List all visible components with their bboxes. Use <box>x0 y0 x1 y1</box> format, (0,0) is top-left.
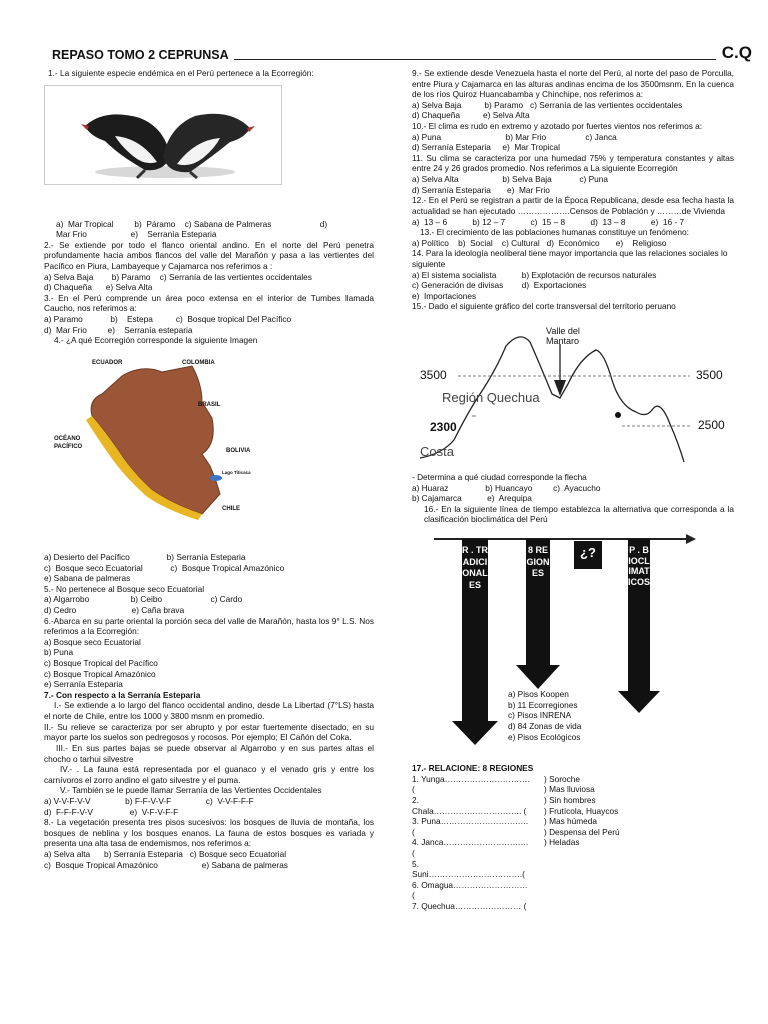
q16-option-b: b) 11 Ecorregiones <box>508 699 578 710</box>
map-label-ecuador: ECUADOR <box>92 359 123 366</box>
q17-left-4: 4. Janca……………………….… ( <box>412 837 529 858</box>
header <box>52 44 752 64</box>
q6-option-c: c) Bosque Tropical del Pacífico <box>44 658 158 669</box>
q8-options-1: a) Selva alta b) Serranía Esteparia c) Bosque seco Ecuatorial <box>44 848 287 859</box>
q3-options-1: a) Paramo b) Estepa c) Bosque tropical Del Pacífico <box>44 314 292 325</box>
q7-statement-ii: II.- Su relieve se caracteriza por ser abrupto y por estar fuertemente disectado, en su mayor parte los suelos son pedregosos y rocosos. Por ejemplo; El Cañón del Coka. <box>44 721 374 743</box>
question-box: ¿? <box>580 545 596 561</box>
q17-right-list <box>534 774 620 912</box>
map-label-pacifico: PACÍFICO <box>54 443 83 450</box>
q17-matching <box>412 774 734 912</box>
q16-option-a: a) Pisos Koopen <box>508 689 569 700</box>
right-column <box>412 68 734 912</box>
penguin-illustration <box>45 86 281 184</box>
q17-left-5: 5. Suni…………………………….( <box>412 858 525 880</box>
q17-left-6: 6. Omagua……………………… ( <box>412 879 528 901</box>
name-line <box>234 59 716 60</box>
q17-right-7: ) Heladas <box>544 837 580 848</box>
arrow-8-regiones-text: 8 REGIONES <box>526 545 550 579</box>
q3-text: 3.- En el Perú comprende un área poco extensa en el interior de Tumbes llamada Caucho, nos referimos a: <box>44 292 374 314</box>
q17-left-list <box>412 774 530 912</box>
q7-text: 7.- Con respecto a la Serranía Esteparia <box>44 689 201 700</box>
q17-title: 17.- RELACIONE: 8 REGIONES <box>412 763 534 774</box>
q16-option-c: c) Pisos INRENA <box>508 710 572 721</box>
q2-options-2: d) Chaqueña e) Selva Alta <box>44 282 153 293</box>
q16-option-d: d) 84 Zonas de vida <box>508 720 582 731</box>
q17-left-2: 2. Chala………………………….. ( <box>412 794 527 816</box>
q3-options-2: d) Mar Frio e) Serranía esteparia <box>44 324 193 335</box>
q1-options-1: a) Mar Tropical b) Páramo c) Sabana de Palmeras d) <box>56 218 328 229</box>
q2-text: 2.- Se extiende por todo el flanco oriental andino. En el norte del Perú penetra profundamente hacia ambos flancos del valle del Marañón y pasa a las vertientes del Pacífico en Piura, Lambayeque y Cajamarca nos referimos a : <box>44 239 374 272</box>
q17-right-2: ) Mas lluviosa <box>544 784 595 795</box>
q9-text: 9.- Se extiende desde Venezuela hasta el norte del Perú, al norte del paso de Porculla, entre Piura y Cajamarca en las alturas andinas encima de los 3500msnm. En la cuenca de los ríos Quiroz Huancabamba y Chinchipe, nos referimos a: <box>412 68 734 100</box>
q6-option-a: a) Bosque seco Ecuatorial <box>44 636 141 647</box>
q14-options-2: c) Generación de divisas d) Exportaciones <box>412 280 587 291</box>
peru-map <box>52 354 292 532</box>
height-2500: 2500 <box>698 418 725 433</box>
map-label-colombia: COLOMBIA <box>182 359 215 366</box>
q7-statement-iv: IV.- . La fauna está representada por el guanaco y el venado gris y entre los carnívoros el zorro andino el gato silvestre y el puma. <box>44 764 374 785</box>
q17-right-5: ) Mas húmeda <box>544 816 598 827</box>
q12-text: 12.- En el Perú se registran a partir de la Época Republicana, desde esa fecha hasta la actualidad se han ejecutado ……………….Censos de Población y ………de Vivienda <box>412 195 734 216</box>
q16-option-e: e) Pisos Ecológicos <box>508 731 581 742</box>
map-label-brasil: BRASIL <box>198 401 221 408</box>
q7-options-2: d) F-F-F-V-V e) V-F-V-F-F <box>44 806 179 817</box>
q2-options-1: a) Selva Baja b) Paramo c) Serranía de las vertientes occidentales <box>44 271 312 282</box>
q8-options-2: c) Bosque Tropical Amazónico e) Sabana de palmeras <box>44 859 288 870</box>
q5-options-2: d) Cedro e) Caña brava <box>44 604 185 615</box>
q11-options-2: d) Serranía Esteparia e) Mar Frio <box>412 184 550 195</box>
q13-options: a) Político b) Social c) Cultural d) Económico e) Religioso <box>412 237 667 248</box>
q11-options-1: a) Selva Alta b) Selva Baja c) Puna <box>412 174 608 185</box>
q11-text: 11. Su clima se caracteriza por una humedad 75% y temperatura constantes y altas entre 24 y 26 grados promedio. Nos referimos a La siguiente Ecorregión <box>412 152 734 174</box>
q16-options <box>508 689 581 742</box>
height-3500-right: 3500 <box>696 368 723 383</box>
q1-options-2: Mar Frio e) Serranía Esteparia <box>56 229 217 240</box>
map-label-oceano: OCÉANO <box>54 435 81 442</box>
map-label-bolivia: BOLIVIA <box>226 447 251 454</box>
q15-text: 15.- Dado el siguiente gráfico del corte transversal del territorio peruano <box>412 301 676 312</box>
q13-text: 13.- El crecimiento de las poblaciones humanas constituye un fenómeno: <box>420 227 689 238</box>
q5-text: 5.- No pertenece al Bosque seco Ecuatorial <box>44 583 205 594</box>
left-column <box>44 68 374 870</box>
q17-right-1: ) Soroche <box>544 773 580 784</box>
arrow-tradicionales-text: R . TRADICIONALES <box>462 545 488 590</box>
q14-text: 14. Para la ideología neoliberal tiene mayor importancia que las relaciones sociales lo siguiente <box>412 248 728 269</box>
arrow-bioclimaticos-text: P . BIOCLIMATICOS <box>628 545 651 587</box>
region-quechua-label: Región Quechua <box>442 390 540 406</box>
q6-option-b: b) Puna <box>44 647 74 658</box>
q17-left-1: 1. Yunga………………………….( <box>412 773 530 795</box>
q17-right-3: ) Sin hombres <box>544 794 596 805</box>
q10-options-1: a) Puna b) Mar Frio c) Janca <box>412 131 617 142</box>
penguin-image <box>44 85 282 185</box>
q15-question: - Determina a qué ciudad corresponde la flecha <box>412 472 587 483</box>
q12-options: a) 13 – 6 b) 12 – 7 c) 15 – 8 d) 13 – 8 e) 16 - 7 <box>412 216 685 227</box>
q6-option-e: e) Serranía Esteparia <box>44 679 123 690</box>
q16-text: 16.- En la siguiente línea de tiempo establezca la alternativa que corresponda a la clasificación bioclimática del Perú <box>424 503 734 525</box>
page-title: REPASO TOMO 2 CEPRUNSA <box>52 48 229 62</box>
q10-options-2: d) Serranía Esteparia e) Mar Tropical <box>412 142 561 153</box>
q10-text: 10.- El clima es rudo en extremo y azotado por fuertes vientos nos referimos a: <box>412 121 703 132</box>
q7-statement-i: I.- Se extiende a lo largo del flanco occidental andino, desde La Libertad (7°LS) hasta el norte de Chile, entre los 1000 y 3800 msnm en promedio. <box>44 700 374 722</box>
q4-options-3: e) Sabana de palmeras <box>44 573 131 584</box>
q1-text: 1.- La siguiente especie endémica en el Perú pertenece a la Ecorregión: <box>48 68 314 78</box>
q7-options-1: a) V-V-F-V-V b) F-F-V-V-F c) V-V-F-F-F <box>44 795 254 806</box>
q8-text: 8.- La vegetación presenta tres pisos sucesivos: los bosques de lluvia de montaña, los bosques de neblina y los bosques enanos. La fauna de estos bosques es variada y presenta una alta tasa de endemismos, nos referimos a: <box>44 817 374 849</box>
q7-statement-iii: III.- En sus partes bajas se puede observar al Algarrobo y en sus partes altas el chocho o tarhui silvestre <box>44 742 374 764</box>
map-label-chile: CHILE <box>222 505 240 512</box>
valle-label-2: Mantaro <box>546 336 580 347</box>
costa-label: Costa <box>420 444 454 460</box>
q6-text: 6.-Abarca en su parte oriental la porción seca del valle de Marañón, hasta los 9° L.S. Nos referimos a la Ecorregión: <box>44 615 374 637</box>
height-2300: 2300 <box>430 420 457 435</box>
q17-right-6: ) Despensa del Perú <box>544 826 620 837</box>
q15-options-1: a) Huaraz b) Huancayo c) Ayacucho <box>412 482 601 493</box>
q17-right-4: ) Frutícola, Huaycos <box>544 805 619 816</box>
cq-label: C.Q <box>721 43 752 62</box>
valle-label-1: Valle del <box>546 326 580 337</box>
profile-diagram <box>412 322 734 468</box>
q4-text: 4.- ¿A qué Ecorregión corresponde la siguiente Imagen <box>54 335 258 346</box>
q15-options-2: b) Cajamarca e) Arequipa <box>412 493 532 504</box>
q4-options-2: c) Bosque seco Ecuatorial c) Bosque Tropical Amazónico <box>44 562 285 573</box>
timeline-diagram <box>412 533 734 751</box>
q9-options-1: a) Selva Baja b) Paramo c) Serranía de las vertientes occidentales <box>412 99 683 110</box>
height-3500-left: 3500 <box>420 368 447 383</box>
q4-options-1: a) Desierto del Pacífico b) Serranía Esteparia <box>44 551 246 562</box>
q5-options-1: a) Algarrobo b) Ceibo c) Cardo <box>44 594 243 605</box>
q6-option-d: c) Bosque Tropical Amazónico <box>44 668 156 679</box>
q7-statement-v: V.- También se le puede llamar Serranía de las Vertientes Occidentales <box>60 785 322 796</box>
q17-left-7: 7. Quechua…………………… ( <box>412 900 527 911</box>
q14-options-1: a) El sistema socialista b) Explotación de recursos naturales <box>412 269 657 280</box>
peru-map-drawing <box>52 354 292 532</box>
q17-left-3: 3. Puna……………………….…. ( <box>412 816 529 837</box>
q9-options-2: d) Chaqueña e) Selva Alta <box>412 110 530 121</box>
q14-options-3: e) Importaciones <box>412 290 477 301</box>
map-label-titicaca: Lago Titicaca <box>222 469 251 475</box>
